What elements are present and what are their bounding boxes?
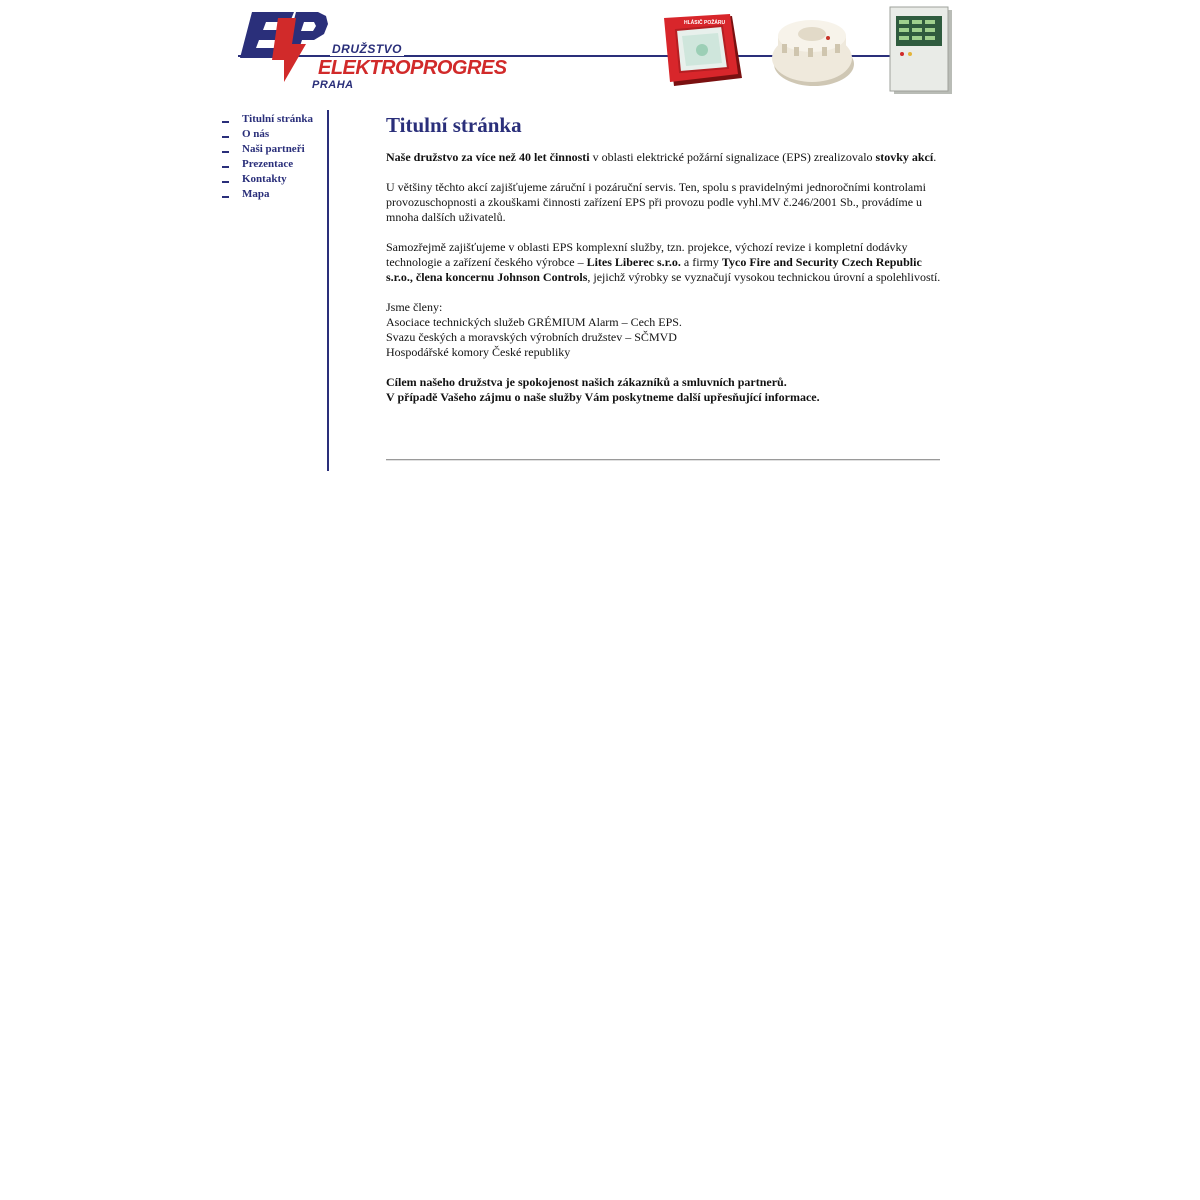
nav-bullet-icon (222, 196, 229, 198)
nav-link-titulni-stranka[interactable]: Titulní stránka (242, 112, 314, 125)
members-heading: Jsme členy: (386, 300, 443, 314)
page-title: Titulní stránka (386, 113, 522, 137)
closing-paragraph (386, 375, 942, 405)
nav-bullet-icon (222, 166, 229, 168)
nav-item-prezentace[interactable] (222, 156, 328, 171)
intro-bold-1: Naše družstvo za více než 40 let činnosti (386, 150, 590, 164)
suppliers-text-1: Samozřejmě zajišťujeme v oblasti EPS komplexní služby, tzn. projekce, výchozí revize i kompletní dodávky technologie a zařízení českého výrobce – (386, 240, 908, 269)
nav-item-mapa[interactable] (222, 186, 328, 201)
intro-text-1: v oblasti elektrické požární signalizace (EPS) zrealizovalo (589, 150, 876, 164)
smoke-detector-image (768, 10, 856, 94)
control-panel-image (888, 6, 954, 96)
member-item: Hospodářské komory České republiky (386, 345, 571, 359)
intro-paragraph (386, 150, 942, 165)
logo-text-elektroprogres: ELEKTROPROGRES (318, 57, 507, 79)
nav-link-kontakty[interactable]: Kontakty (242, 172, 287, 185)
members-paragraph (386, 300, 942, 360)
member-item: Svazu českých a moravských výrobních družstev – SČMVD (386, 330, 677, 344)
intro-text-2: . (933, 150, 937, 164)
header-banner (238, 6, 956, 98)
nav-link-prezentace[interactable]: Prezentace (242, 157, 294, 170)
supplier-lites: Lites Liberec s.r.o. (586, 255, 681, 269)
main-content (386, 110, 942, 420)
nav-item-titulni-stranka[interactable] (222, 111, 328, 126)
call-point-label: HLÁSIČ POŽÁRU (684, 20, 726, 26)
nav-item-kontakty[interactable] (222, 171, 328, 186)
nav-link-mapa[interactable]: Mapa (242, 187, 270, 200)
suppliers-text-3: , jejichž výrobky se vyznačují vysokou technickou úrovní a spolehlivostí. (587, 270, 941, 284)
service-paragraph: U většiny těchto akcí zajišťujeme záruční i pozáruční servis. Ten, spolu s pravidelnými jednoročními kontrolami provozuschopnosti a zkouškami činnosti zařízení EPS při provozu podle vyhl.MV č.246/2001 Sb., provádíme u mnoha dalších uživatelů. (386, 180, 926, 224)
logo-text-praha: PRAHA (312, 79, 354, 91)
nav-bullet-icon (222, 121, 229, 123)
nav-divider (327, 110, 329, 471)
closing-line-1: Cílem našeho družstva je spokojenost našich zákazníků a smluvních partnerů. (386, 375, 787, 389)
content-divider (386, 459, 940, 461)
nav-link-o-nas[interactable]: O nás (242, 127, 270, 140)
suppliers-paragraph (386, 240, 942, 285)
nav-bullet-icon (222, 151, 229, 153)
logo-text-druzstvo: DRUŽSTVO (332, 42, 402, 56)
suppliers-text-2: a firmy (680, 255, 722, 269)
nav-item-o-nas[interactable] (222, 126, 328, 141)
nav-item-nasi-partneri[interactable] (222, 141, 328, 156)
member-item: Asociace technických služeb GRÉMIUM Alarm – Cech EPS. (386, 315, 682, 329)
company-logo[interactable] (238, 6, 508, 96)
nav-link-nasi-partneri[interactable]: Naši partneři (242, 142, 305, 155)
nav-bullet-icon (222, 181, 229, 183)
closing-line-2: V případě Vašeho zájmu o naše služby Vám poskytneme další upřesňující informace. (386, 390, 820, 404)
intro-bold-2: stovky akcí (875, 150, 934, 164)
supplier-tyco: Tyco Fire and Security Czech Republic s.r.o., člena koncernu Johnson Controls (386, 255, 922, 284)
nav-bullet-icon (222, 136, 229, 138)
main-navigation (222, 111, 328, 201)
fire-alarm-call-point-image (662, 12, 744, 92)
